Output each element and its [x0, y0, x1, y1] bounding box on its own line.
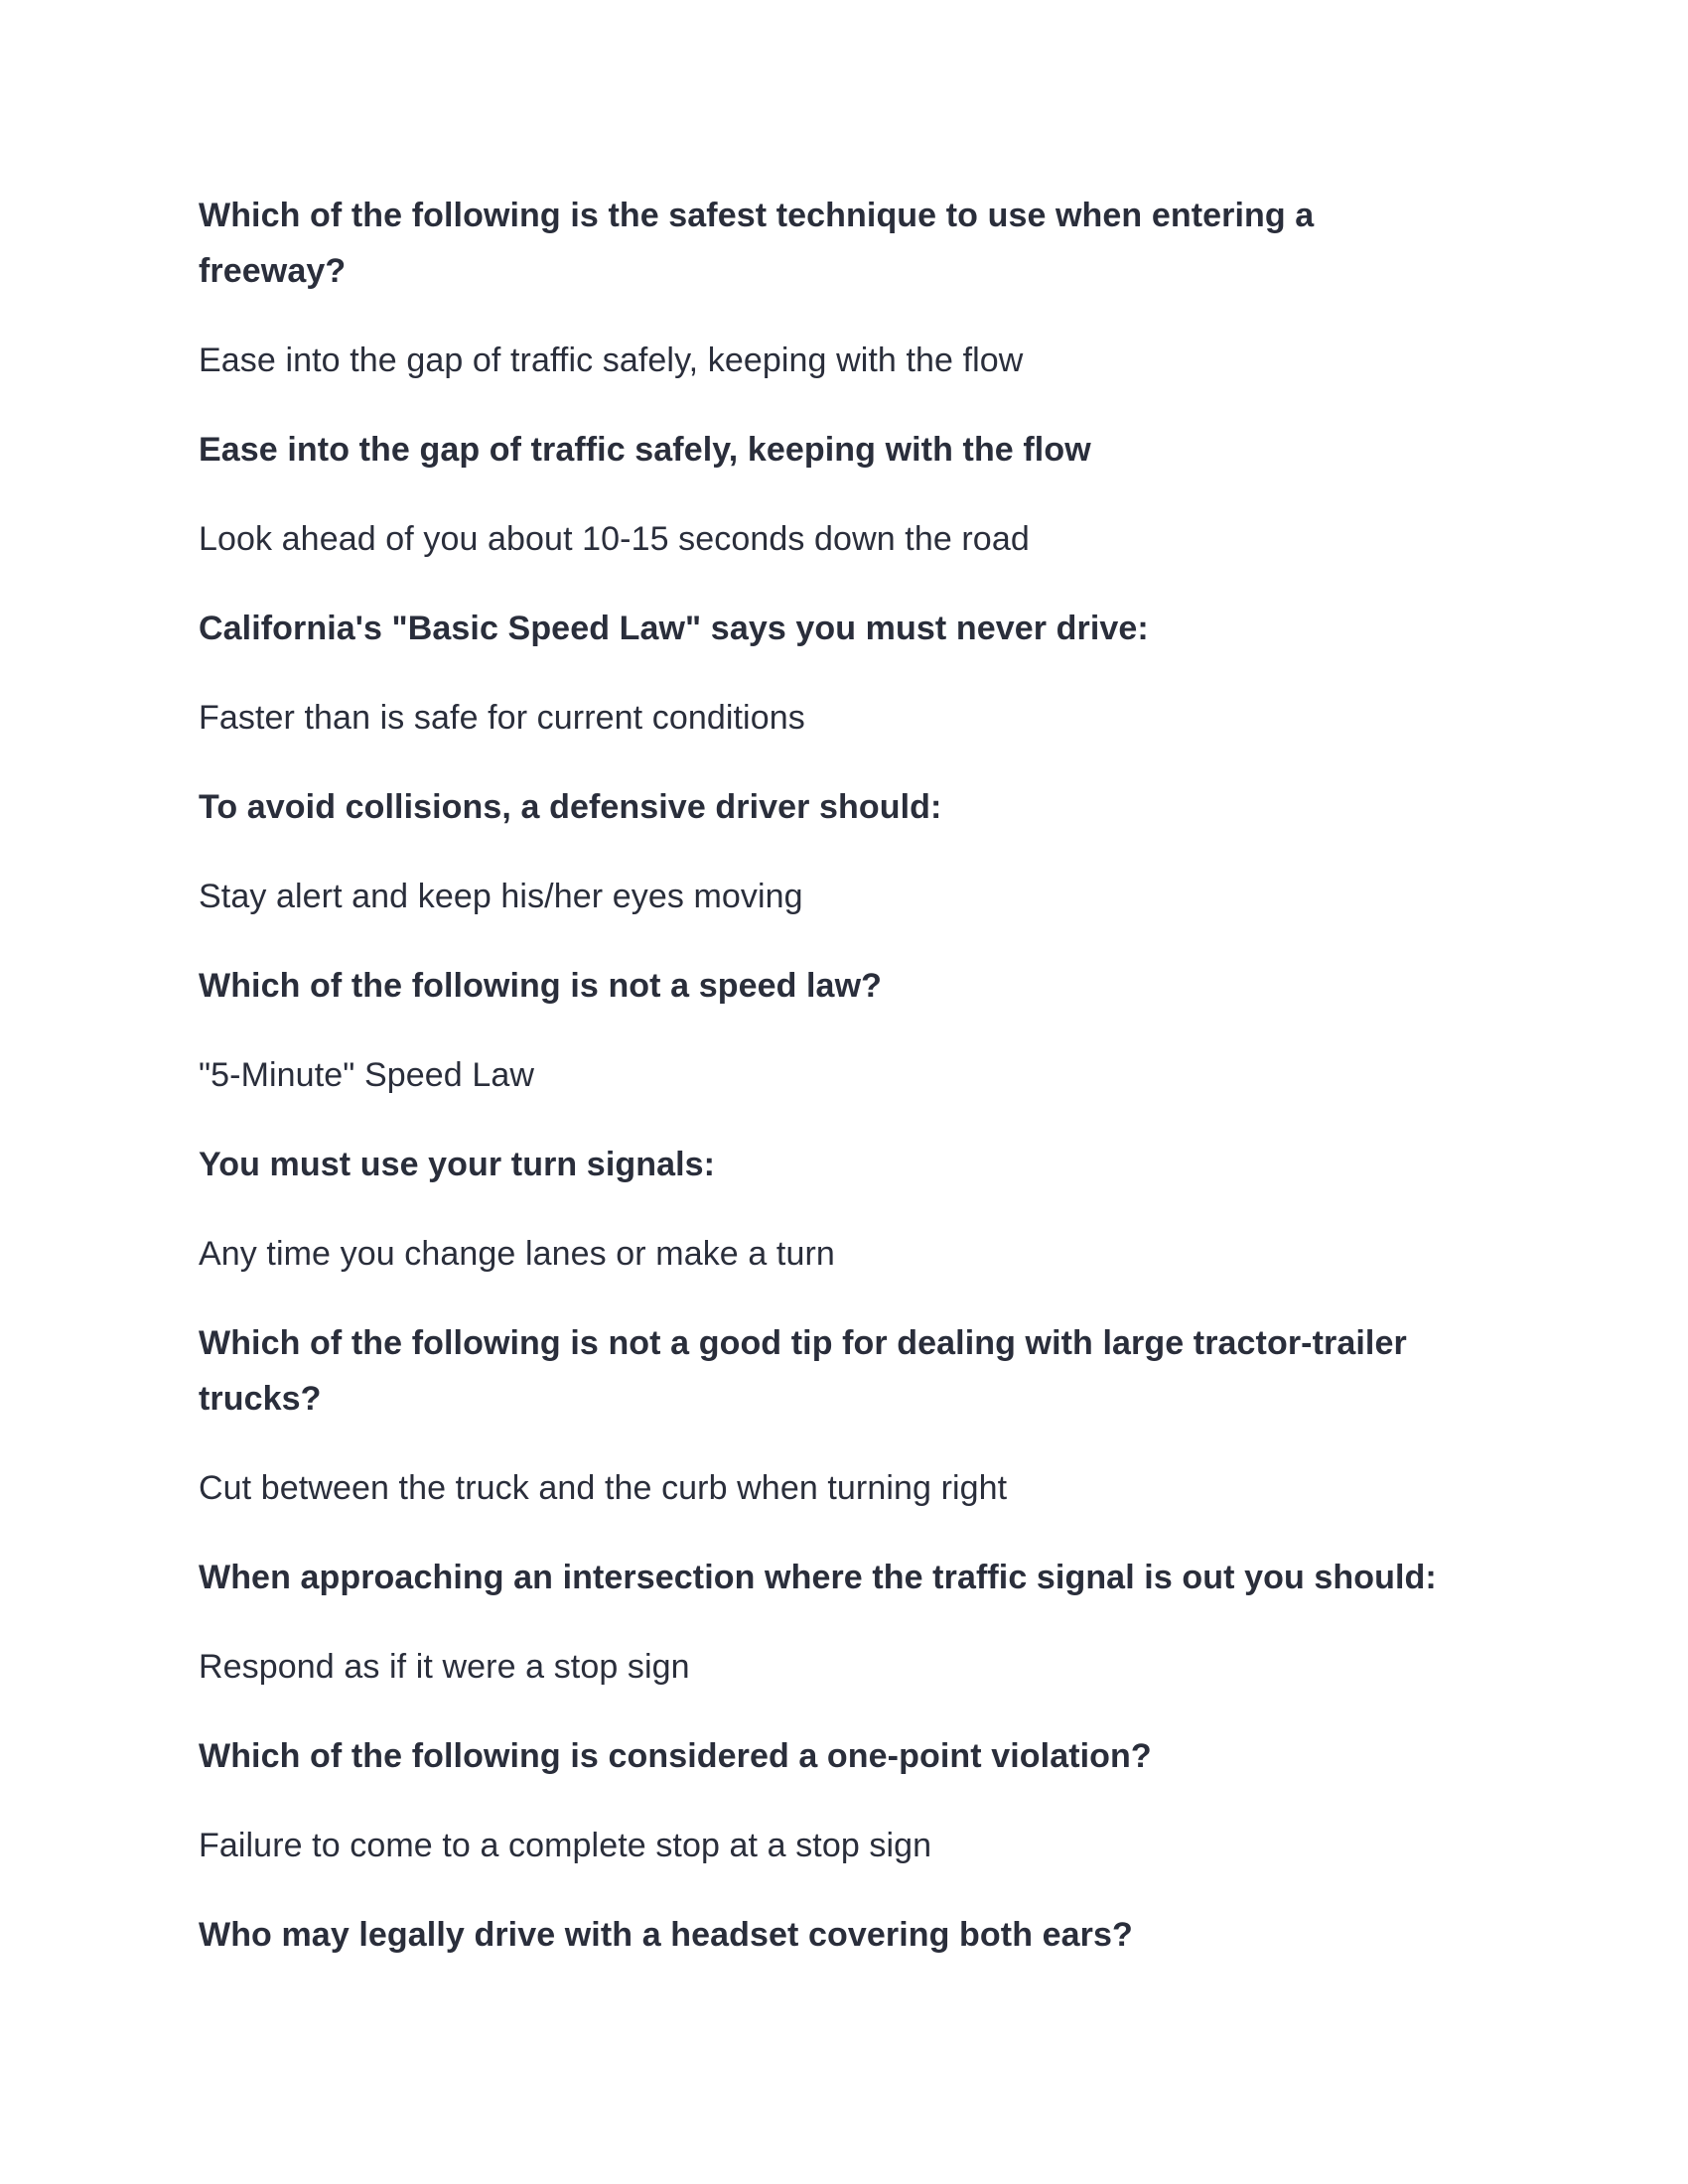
answer-text: Look ahead of you about 10-15 seconds down the road	[199, 520, 1030, 558]
question-text: When approaching an intersection where the traffic signal is out you should:	[199, 1559, 1437, 1596]
question-text: Who may legally drive with a headset covering both ears?	[199, 1916, 1133, 1954]
document-page	[199, 188, 1440, 1996]
question-text: Ease into the gap of traffic safely, keeping with the flow	[199, 431, 1091, 469]
question-text: Which of the following is the safest technique to use when entering a freeway?	[199, 197, 1315, 290]
answer-text: Any time you change lanes or make a turn	[199, 1235, 835, 1273]
answer-text: Failure to come to a complete stop at a stop sign	[199, 1827, 932, 1864]
question-text: Which of the following is not a speed law?	[199, 967, 882, 1005]
question-text: Which of the following is not a good tip for dealing with large tractor-trailer trucks?	[199, 1324, 1407, 1418]
question-text: California's "Basic Speed Law" says you must never drive:	[199, 610, 1149, 647]
question-text: To avoid collisions, a defensive driver should:	[199, 788, 942, 826]
answer-text: Ease into the gap of traffic safely, keeping with the flow	[199, 341, 1024, 379]
answer-text: Respond as if it were a stop sign	[199, 1648, 690, 1686]
answer-text: "5-Minute" Speed Law	[199, 1056, 534, 1094]
answer-text: Stay alert and keep his/her eyes moving	[199, 878, 803, 915]
question-text: Which of the following is considered a one-point violation?	[199, 1737, 1152, 1775]
answer-text: Faster than is safe for current conditions	[199, 699, 805, 737]
question-text: You must use your turn signals:	[199, 1146, 716, 1183]
answer-text: Cut between the truck and the curb when turning right	[199, 1469, 1008, 1507]
